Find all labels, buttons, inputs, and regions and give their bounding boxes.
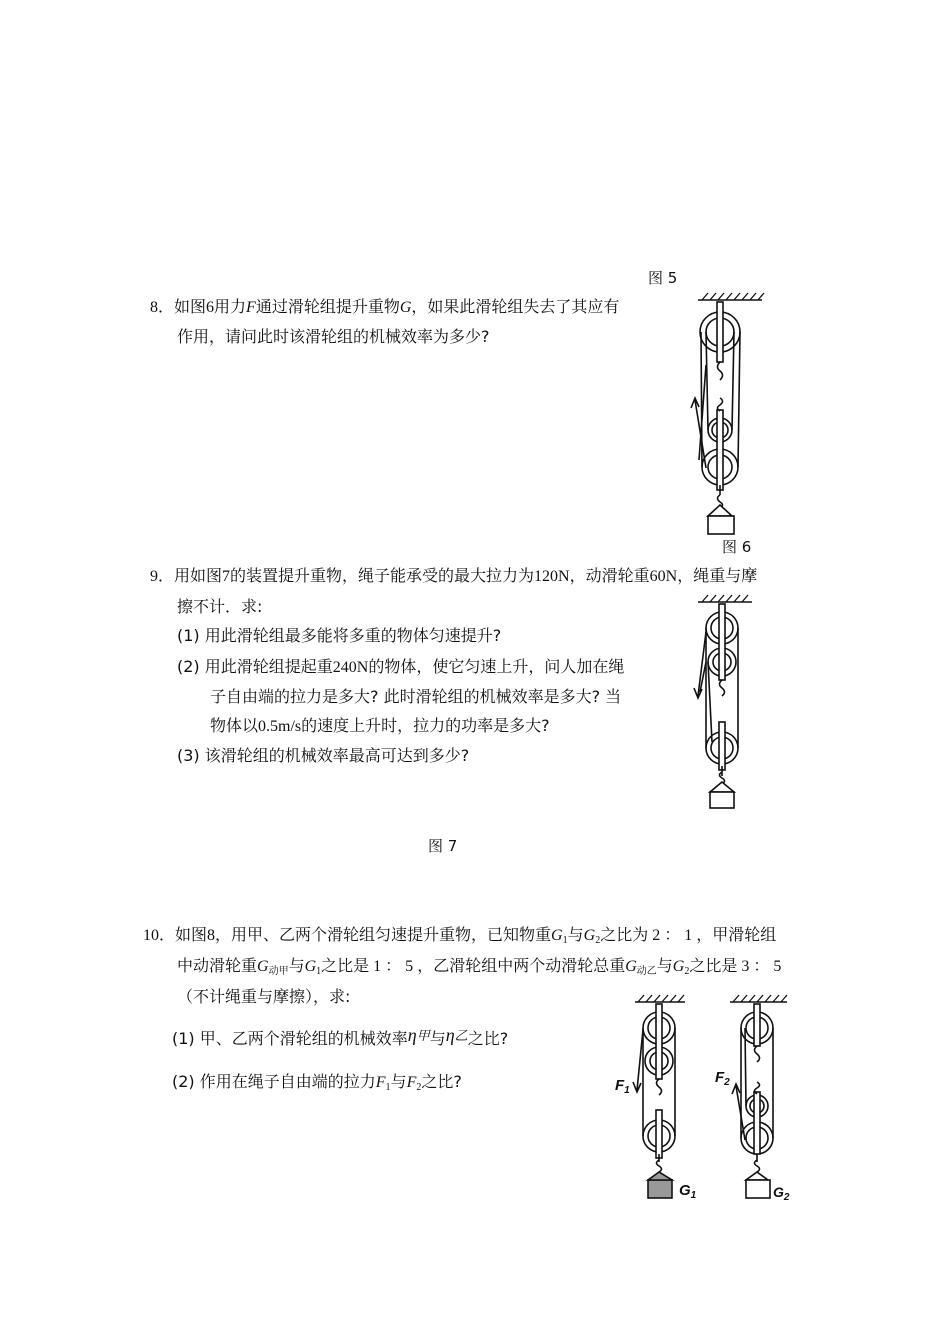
q10-line1 — [143, 925, 776, 951]
q8-text-b: 用力 — [214, 297, 247, 316]
q10-p1-c: 之比? — [467, 1029, 509, 1048]
q8-text-d: ，如果此滑轮组失去了其应有 — [411, 297, 620, 316]
q10-number: 10． — [143, 927, 176, 944]
q8-fig: 6 — [206, 299, 215, 316]
pull-arrow-F2 — [732, 1084, 745, 1140]
q9-text-c: ，动滑轮重 — [569, 566, 650, 585]
q10-F1: F — [375, 1074, 386, 1091]
q10-l2-G1-sub: 1 — [316, 966, 322, 977]
q10-G1-sub: 1 — [562, 935, 568, 946]
label-F2: $F_2$ — [715, 1069, 730, 1088]
q10-p2-a: (2) 作用在绳子自由端的拉力 — [172, 1072, 376, 1091]
q8-text-c: 通过滑轮组提升重物 — [255, 297, 400, 316]
q9-p2-weight: 240N — [332, 659, 369, 676]
figure-8-diagram — [605, 990, 805, 1205]
weight-top — [710, 782, 734, 792]
figure-5-caption: 图 5 — [648, 269, 678, 287]
figure-7-diagram — [690, 592, 760, 812]
weight-block — [710, 792, 734, 808]
weight-G2 — [746, 1180, 770, 1198]
q10-l2c: 之比是 — [321, 956, 370, 975]
q9-line2: 擦不计．求: — [177, 597, 263, 616]
ceiling-hatch — [702, 293, 764, 300]
q10-F1-sub: 1 — [385, 1082, 391, 1093]
q10-F2-sub: 2 — [416, 1082, 422, 1093]
q10-l2-G2: G — [672, 958, 685, 975]
q10-l2b: 与 — [288, 956, 305, 975]
q9-part2-line2: 子自由端的拉力是多大? 此时滑轮组的机械效率是多大? 当 — [210, 687, 622, 706]
q10-p2-c: 之比? — [421, 1072, 462, 1091]
q9-pulley: 60N — [649, 568, 678, 585]
q10-l2e: 与 — [656, 956, 673, 975]
q10-eta-yi: 乙 — [454, 1028, 468, 1043]
q9-text-d: ，绳重与摩 — [677, 566, 758, 585]
movable-frame — [717, 410, 723, 490]
q10-Ge-sub: 动乙 — [636, 966, 657, 977]
ceiling-hatch — [702, 595, 748, 602]
q8-number: 8． — [150, 299, 175, 316]
q9-p2-l3b: 的速度上升时，拉力的功率是多大? — [301, 716, 550, 735]
figure-7-caption: 图 7 — [428, 837, 458, 855]
weight-top — [708, 505, 732, 516]
q10-part2 — [172, 1072, 462, 1098]
fixed-frame — [719, 604, 725, 680]
q9-part1: (1) 用此滑轮组最多能将多重的物体匀速提升? — [177, 626, 502, 645]
q9-p2-b: 的物体，使它匀速上升，问人加在绳 — [368, 657, 625, 676]
label-G1: $G_1$ — [679, 1182, 697, 1201]
q10-G2: G — [583, 927, 596, 944]
q10-text-e: ，甲滑轮组 — [696, 925, 777, 944]
q10-fig: 8 — [207, 927, 216, 944]
q10-eta-jia: 甲 — [416, 1028, 430, 1043]
q10-G1: G — [551, 927, 563, 944]
rope-inner-right — [732, 332, 734, 430]
hook-top — [718, 362, 723, 380]
q10-p2-b: 与 — [390, 1072, 407, 1091]
q10-eta-1: η — [407, 1025, 417, 1045]
q10-line3: （不计绳重与摩擦），求: — [177, 987, 351, 1006]
rope-mid — [708, 662, 712, 742]
weight-G1 — [648, 1180, 672, 1198]
q9-p2-speed: 0.5m/s — [258, 718, 302, 735]
q9-text-b: 的装置提升重物，绳子能承受的最大拉力为 — [230, 566, 535, 585]
system-jia — [633, 995, 685, 1198]
q10-l2-G2-sub: 2 — [684, 966, 690, 977]
q9-text-a: 用如图 — [174, 566, 223, 585]
rope-inner-left — [706, 332, 708, 430]
q8-line1 — [150, 297, 619, 318]
q10-text-d: 之比为 — [600, 925, 649, 944]
q10-G2-sub: 2 — [595, 935, 601, 946]
q10-l2a: 中动滑轮重 — [177, 956, 258, 975]
hook-mid — [718, 398, 723, 411]
q10-ratio2: 1 ： 5 — [373, 958, 414, 975]
q8-text-a: 如图 — [174, 297, 207, 316]
q8-F: F — [246, 299, 256, 316]
rope-right-outer — [738, 332, 740, 467]
figure-6-diagram — [690, 290, 770, 540]
weight-block — [708, 516, 734, 534]
q8-line2: 作用，请问此时该滑轮组的机械效率为多少? — [177, 327, 490, 346]
q10-p1-a: (1) 甲、乙两个滑轮组的机械效率 — [172, 1029, 408, 1048]
hook-top — [720, 680, 725, 696]
q9-line1 — [150, 566, 757, 587]
q9-fig: 7 — [222, 568, 231, 585]
q9-p2-a: (2) 用此滑轮组提起重 — [177, 657, 333, 676]
pull-arrow-F1 — [633, 1030, 643, 1092]
q10-F2: F — [406, 1074, 417, 1091]
q10-line2 — [177, 956, 781, 982]
q10-Gd: G — [257, 958, 269, 975]
q10-l2-G1: G — [304, 958, 317, 975]
label-G2: $G_2$ — [773, 1184, 790, 1203]
q9-part2-line3 — [210, 716, 550, 737]
q10-part1 — [172, 1025, 508, 1049]
q10-ratio1: 2 ： 1 — [652, 927, 693, 944]
q10-p1-b: 与 — [429, 1029, 446, 1048]
q9-force: 120N — [534, 568, 570, 585]
q10-Gd-sub: 动甲 — [268, 966, 289, 977]
q10-Ge: G — [625, 958, 637, 975]
q10-text-b: ，用甲、乙两个滑轮组匀速提升重物，已知物重 — [215, 925, 552, 944]
system-yi — [730, 995, 787, 1198]
q10-ratio3: 3 ： 5 — [741, 958, 782, 975]
q10-l2f: 之比是 — [689, 956, 738, 975]
q9-p2-l3a: 物体以 — [210, 716, 259, 735]
q9-part3: (3) 该滑轮组的机械效率最高可达到多少? — [177, 746, 470, 765]
q9-part2-line1 — [177, 657, 624, 678]
q10-text-a: 如图 — [175, 925, 208, 944]
figure-6-caption: 图 6 — [722, 538, 752, 556]
q10-text-c: 与 — [567, 925, 584, 944]
q10-eta-2: η — [445, 1025, 455, 1045]
q9-number: 9． — [150, 568, 175, 585]
label-F1: $F_1$ — [615, 1077, 630, 1096]
q10-l2d: ，乙滑轮组中两个动滑轮总重 — [417, 956, 626, 975]
q8-G: G — [399, 299, 412, 316]
